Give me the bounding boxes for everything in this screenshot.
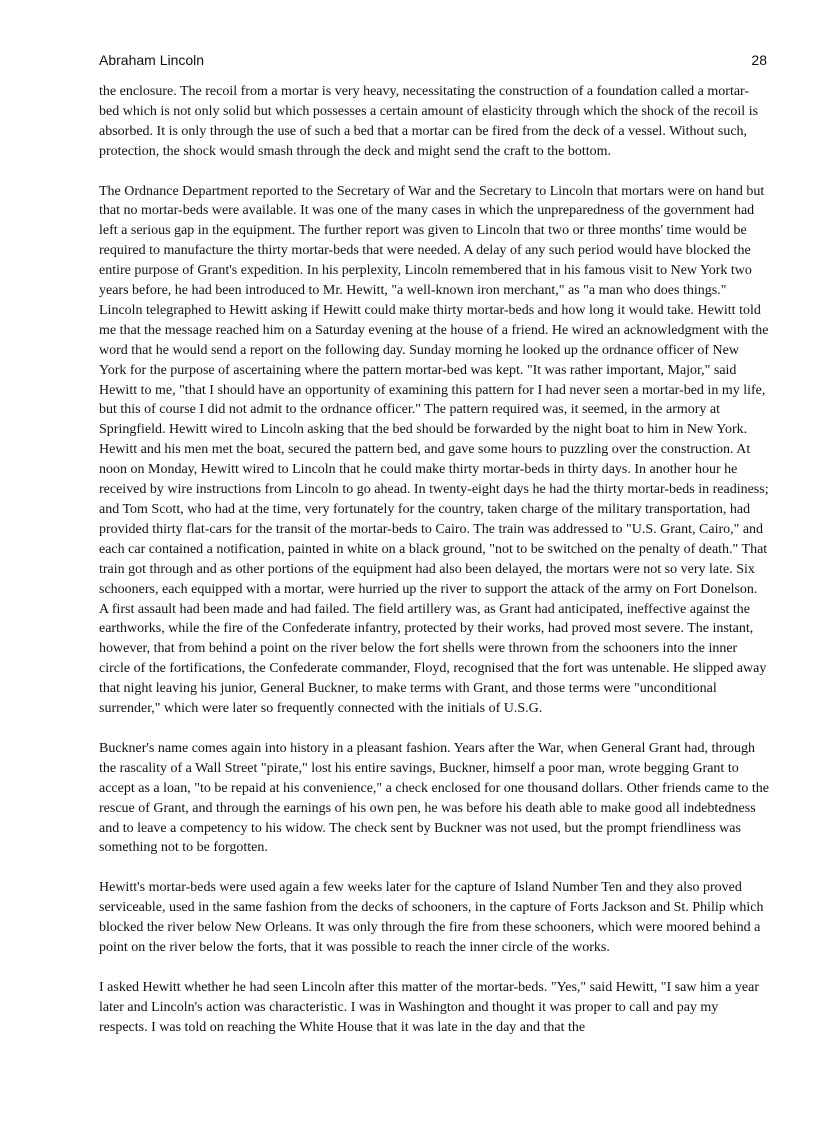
page-number: 28 [751, 52, 767, 68]
paragraph: Hewitt's mortar-beds were used again a few weeks later for the capture of Island Number Ten and they also proved serviceable, used in the same fashion from the decks of schooners, in the capture of Forts Jackson and St. Philip which blocked the river below New Orleans. It was only through the fire from these schooners, which were moored behind a point on the river below the forts, that it was possible to reach the inner circle of the works. [99, 880, 764, 955]
page-header [99, 52, 767, 72]
paragraph: the enclosure. The recoil from a mortar is very heavy, necessitating the construction of a foundation called a mortar-bed which is not only solid but which possesses a certain amount of elasticity through which the shock of the recoil is absorbed. It is only through the use of such a bed that a mortar can be fired from the deck of a vessel. Without such, protection, the shock would smash through the deck and might send the craft to the bottom. [99, 84, 759, 159]
paragraph: Buckner's name comes again into history in a pleasant fashion. Years after the War, when General Grant had, through the rascality of a Wall Street "pirate," lost his entire savings, Buckner, himself a poor man, wrote begging Grant to accept as a loan, "to be repaid at his convenience," a check enclosed for one thousand dollars. Other friends came to the rescue of Grant, and through the earnings of his own pen, he was before his death able to make good all indebtedness and to leave a competency to his widow. The check sent by Buckner was not used, but the prompt friendliness was something not to be forgotten. [99, 740, 769, 856]
book-title: Abraham Lincoln [99, 52, 205, 68]
page-body [99, 82, 769, 1037]
paragraph: I asked Hewitt whether he had seen Lincoln after this matter of the mortar-beds. "Yes," said Hewitt, "I saw him a year later and Lincoln's action was characteristic. I was in Washington and thought it was proper to call and pay my respects. I was told on reaching the White House that it was late in the day and that the [99, 979, 760, 1035]
paragraph: The Ordnance Department reported to the Secretary of War and the Secretary to Lincoln that mortars were on hand but that no mortar-beds were available. It was one of the many cases in which the unpreparedness of the government had left a serious gap in the equipment. The further report was given to Lincoln that two or three months' time would be required to manufacture the thirty mortar-beds that were needed. A delay of any such period would have blocked the entire purpose of Grant's expedition. In his perplexity, Lincoln remembered that in his famous visit to New York two years before, he had been introduced to Mr. Hewitt, "a well-known iron merchant," as "a man who does things." Lincoln telegraphed to Hewitt asking if Hewitt could make thirty mortar-beds and how long it would take. Hewitt told me that the message reached him on a Saturday evening at the house of a friend. He wired an acknowledgment with the word that he would send a report on the following day. Sunday morning he looked up the ordnance officer of New York for the purpose of ascertaining where the pattern mortar-bed was kept. "It was rather important, Major," said Hewitt to me, "that I should have an opportunity of examining this pattern for I had never seen a mortar-bed in my life, but this of course I did not admit to the ordnance officer." The pattern required was, it seemed, in the armory at Springfield. Hewitt wired to Lincoln asking that the bed should be forwarded by the night boat to him in New York. Hewitt and his men met the boat, secured the pattern bed, and gave some hours to puzzling over the construction. At noon on Monday, Hewitt wired to Lincoln that he could make thirty mortar-beds in thirty days. In another hour he received by wire instructions from Lincoln to go ahead. In twenty-eight days he had the thirty mortar-beds in readiness; and Tom Scott, who had at the time, very fortunately for the country, taken charge of the military transportation, had provided thirty flat-cars for the transit of the mortar-beds to Cairo. The train was addressed to "U.S. Grant, Cairo," and each car contained a notification, painted in white on a black ground, "not to be switched on the penalty of death." That train got through and as other portions of the equipment had also been delayed, the mortars were not so very late. Six schooners, each equipped with a mortar, were hurried up the river to support the attack of the army on Fort Donelson. A first assault had been made and had failed. The field artillery was, as Grant had anticipated, ineffective against the earthworks, while the fire of the Confederate infantry, protected by their works, had proved most severe. The instant, however, that from behind a point on the river below the fort shells were thrown from the schooners into the inner circle of the fortifications, the Confederate commander, Floyd, recognised that the fort was untenable. He slipped away that night leaving his junior, General Buckner, to make terms with Grant, and those terms were "unconditional surrender," which were later so frequently connected with the initials of U.S.G. [99, 183, 769, 717]
